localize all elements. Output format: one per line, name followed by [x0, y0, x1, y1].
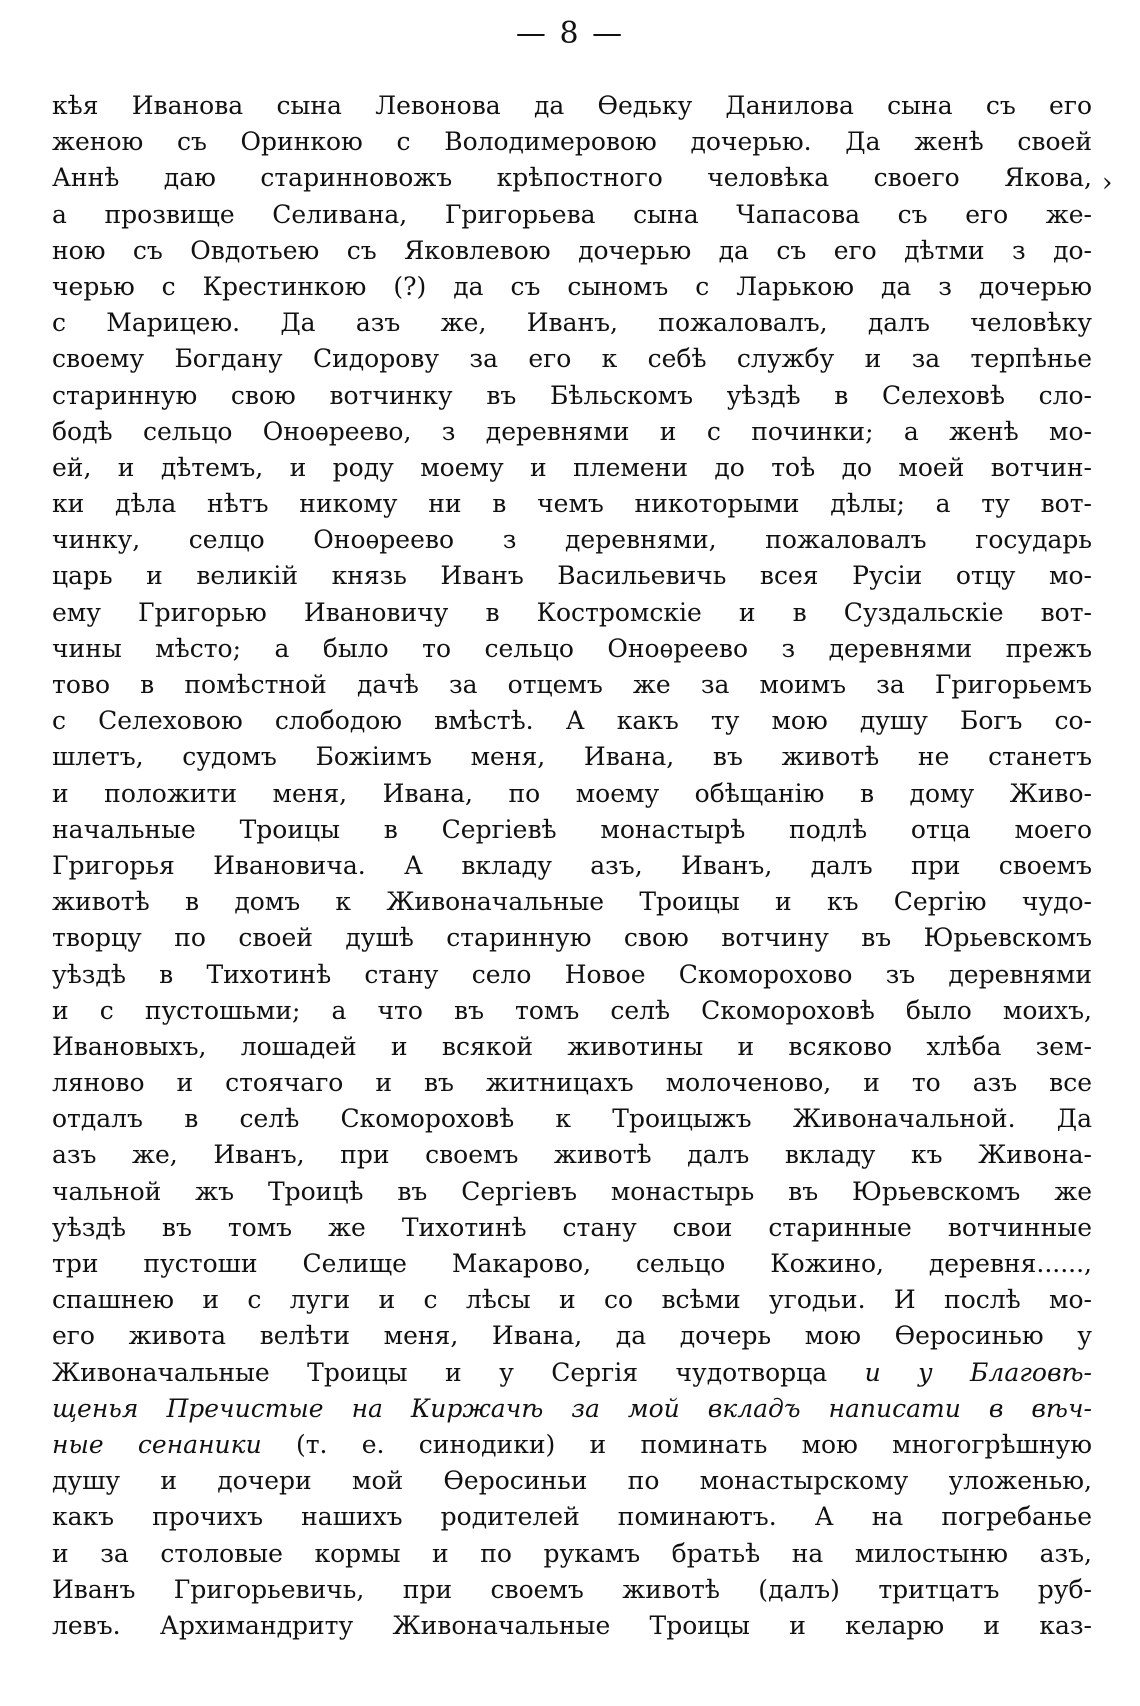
text-line: тово в помѣстной дачѣ за отцемъ же за моимъ за Григорьемъ: [52, 670, 1092, 699]
italic-text: и у Благовѣ-: [864, 1357, 1092, 1387]
text-line: и положити меня, Ивана, по моему обѣщанію в дому Живо-: [52, 778, 1092, 808]
text-line: с Марицею. Да азъ же, Иванъ, пожаловалъ, далъ человѣку: [52, 308, 1092, 338]
text-line: чинку, селцо Оноѳреево з деревнями, пожаловалъ государь: [52, 525, 1092, 555]
text-line: и с пустошьми; а что въ томъ селѣ Скомороховѣ было моихъ,: [52, 995, 1092, 1025]
text-line: бодѣ сельцо Оноѳреево, з деревнями и с починки; а женѣ мо-: [52, 416, 1092, 446]
text-line: кѣя Иванова сына Левонова да Ѳедьку Данилова сына съ его: [52, 91, 1092, 120]
text-line: [52, 1391, 1092, 1427]
text-line: Григорья Ивановича. А вкладу азъ, Иванъ, далъ при своемъ: [52, 850, 1092, 880]
text-line: а прозвище Селивана, Григорьева сына Чапасова съ его же-: [52, 199, 1092, 229]
text-line: ные сенаники (т. е. синодики) и поминать мою многогрѣшную: [52, 1429, 1092, 1459]
text-line: спашнею и с луги и с лѣсы и со всѣми угодьи. И послѣ мо-: [52, 1285, 1092, 1315]
text-line: Аннѣ даю старинновожъ крѣпостного человѣка своего Якова,: [52, 163, 1092, 193]
text-line: своему Богдану Сидорову за его к себѣ службу и за терпѣнье: [52, 344, 1092, 374]
text-line: чины мѣсто; а было то сельцо Оноѳреево з деревнями прежъ: [52, 633, 1092, 663]
text-line: ки дѣла нѣтъ никому ни в чемъ никоторыми дѣлы; а ту вот-: [52, 489, 1092, 519]
text-line: творцу по своей душѣ старинную свою вотчину въ Юрьевскомъ: [52, 923, 1092, 953]
text-line: уѣздѣ в Тихотинѣ стану село Новое Скоморохово зъ деревнями: [52, 959, 1092, 989]
text-line: с Селеховою слободою вмѣстѣ. А какъ ту мою душу Богъ со-: [52, 706, 1092, 736]
text-line: старинную свою вотчинку въ Бѣльскомъ уѣздѣ в Селеховѣ сло-: [52, 380, 1092, 410]
text-line: левъ. Архимандриту Живоначальные Троицы и келарю и каз-: [52, 1610, 1092, 1640]
text-line: ляново и стоячаго и въ житницахъ молоченово, и то азъ все: [52, 1068, 1092, 1098]
page-number: — 8 —: [515, 16, 625, 51]
text-line: его живота велѣти меня, Ивана, да дочерь мою Ѳеросинью у: [52, 1321, 1092, 1351]
text-line: азъ же, Иванъ, при своемъ животѣ далъ вкладу къ Живона-: [52, 1140, 1092, 1170]
text-line: чальной жъ Троицѣ въ Сергіевъ монастырь въ Юрьевскомъ же: [52, 1176, 1092, 1206]
text-line: животѣ в домъ к Живоначальные Троицы и къ Сергію чудо-: [52, 887, 1092, 917]
text-line: уѣздѣ въ томъ же Тихотинѣ стану свои старинные вотчинные: [52, 1212, 1092, 1242]
document-body: [52, 88, 1092, 1644]
text-line: женою съ Оринкою с Володимеровою дочерью. Да женѣ своей: [52, 127, 1092, 157]
margin-mark: ›: [1102, 168, 1113, 198]
text-line: ей, и дѣтемъ, и роду моему и племени до тоѣ до моей вотчин-: [52, 452, 1092, 482]
text-line: ною съ Овдотьею съ Яковлевою дочерью да съ его дѣтми з до-: [52, 235, 1092, 265]
text-line: Иванъ Григорьевичь, при своемъ животѣ (далъ) тритцатъ руб-: [52, 1574, 1092, 1604]
text-line: и за столовые кормы и по рукамъ братьѣ на милостыню азъ,: [52, 1538, 1092, 1568]
text-line: Живоначальные Троицы и у Сергія чудотворца и у Благовѣ-: [52, 1357, 1092, 1387]
italic-text: ные сенаники: [52, 1429, 262, 1459]
text-line: начальные Троицы в Сергіевѣ монастырѣ подлѣ отца моего: [52, 814, 1092, 844]
text-line: шлетъ, судомъ Божіимъ меня, Ивана, въ животѣ не станетъ: [52, 742, 1092, 772]
text-line: отдалъ в селѣ Скомороховѣ к Троицыжъ Живоначальной. Да: [52, 1104, 1092, 1134]
text-line: Ивановыхъ, лошадей и всякой животины и всяково хлѣба зем-: [52, 1031, 1092, 1061]
italic-text: щенья Пречистые на Киржачѣ за мой вкладъ написати в вѣч-: [52, 1393, 1092, 1423]
text-line: ему Григорью Ивановичу в Костромскіе и в Суздальскіе вот-: [52, 597, 1092, 627]
text-line: какъ прочихъ нашихъ родителей поминаютъ. А на погребанье: [52, 1502, 1092, 1532]
text-line: царь и великій князь Иванъ Васильевичь всея Русіи отцу мо-: [52, 561, 1092, 591]
text-line: душу и дочери мой Ѳеросиньи по монастырскому уложенью,: [52, 1466, 1092, 1496]
text-line: черью с Крестинкою (?) да съ сыномъ с Ларькою да з дочерью: [52, 271, 1092, 301]
text-line: три пустоши Селище Макарово, сельцо Кожино, деревня......,: [52, 1249, 1092, 1278]
